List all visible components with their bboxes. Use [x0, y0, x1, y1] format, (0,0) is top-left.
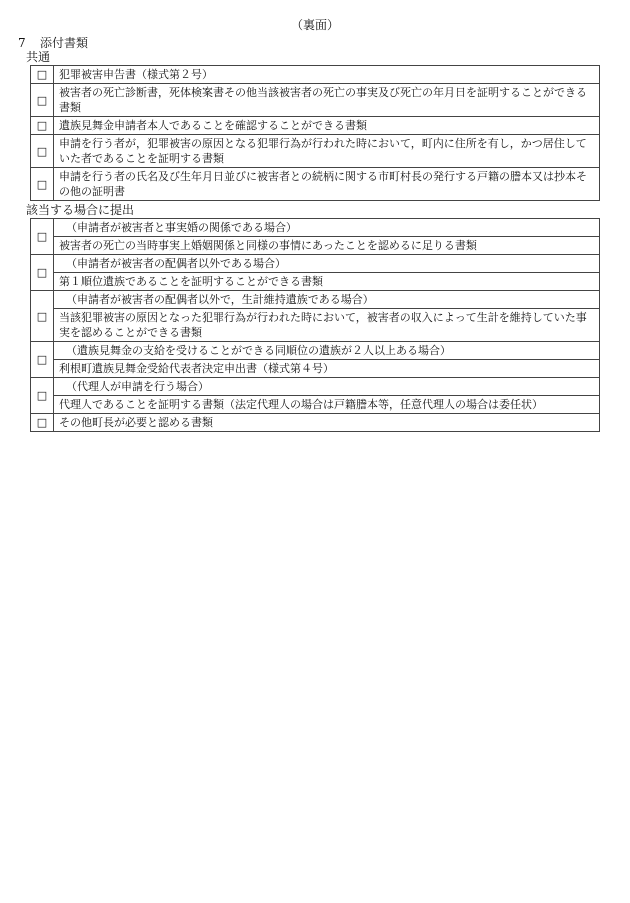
item-text: 当該犯罪被害の原因となった犯罪行為が行われた時において，被害者の収入によって生計を維持していた事実を認めることができる書類	[54, 309, 600, 342]
checkbox[interactable]: □	[31, 117, 54, 135]
checkbox[interactable]: □	[31, 135, 54, 168]
table-row	[31, 135, 600, 168]
common-table	[30, 65, 600, 201]
item-text: その他町長が必要と認める書類	[54, 414, 600, 432]
item-text: 申請を行う者の氏名及び生年月日並びに被害者との続柄に関する市町村長の発行する戸籍の謄本又は抄本その他の証明書	[54, 168, 600, 201]
conditional-table	[30, 218, 600, 432]
attachments-list	[26, 50, 600, 432]
item-text: 遺族見舞金申請者本人であることを確認することができる書類	[54, 117, 600, 135]
table-row	[31, 219, 600, 237]
section-number: 7	[18, 36, 26, 50]
table-row	[31, 360, 600, 378]
item-text: 被害者の死亡の当時事実上婚姻関係と同様の事情にあったことを認めるに足りる書類	[54, 237, 600, 255]
condition-text: （申請者が被害者と事実婚の関係である場合）	[54, 219, 600, 237]
checkbox[interactable]: □	[31, 291, 54, 342]
item-text: 代理人であることを証明する書類（法定代理人の場合は戸籍謄本等，任意代理人の場合は委任状）	[54, 396, 600, 414]
table-row	[31, 414, 600, 432]
condition-text: （遺族見舞金の支給を受けることができる同順位の遺族が２人以上ある場合）	[54, 342, 600, 360]
table-row	[31, 237, 600, 255]
condition-text: （申請者が被害者の配偶者以外で，生計維持遺族である場合）	[54, 291, 600, 309]
checkbox[interactable]: □	[31, 378, 54, 414]
item-text: 犯罪被害申告書（様式第２号）	[54, 66, 600, 84]
table-row	[31, 396, 600, 414]
condition-text: （代理人が申請を行う場合）	[54, 378, 600, 396]
item-text: 第１順位遺族であることを証明することができる書類	[54, 273, 600, 291]
checkbox[interactable]: □	[31, 219, 54, 255]
table-row	[31, 291, 600, 309]
table-row	[31, 378, 600, 396]
item-text: 申請を行う者が，犯罪被害の原因となる犯罪行為が行われた時において，町内に住所を有し，かつ居住していた者であることを証明する書類	[54, 135, 600, 168]
common-group-label: 共通	[26, 50, 51, 64]
table-row	[31, 168, 600, 201]
section-title: 添付書類	[40, 36, 89, 50]
table-row	[31, 309, 600, 342]
checkbox[interactable]: □	[31, 342, 54, 378]
item-text: 利根町遺族見舞金受給代表者決定申出書（様式第４号）	[54, 360, 600, 378]
checkbox[interactable]: □	[31, 168, 54, 201]
table-row	[31, 117, 600, 135]
table-row	[31, 273, 600, 291]
checkbox[interactable]: □	[31, 66, 54, 84]
conditional-group-label: 該当する場合に提出	[26, 203, 135, 217]
section-heading	[18, 34, 88, 51]
condition-text: （申請者が被害者の配偶者以外である場合）	[54, 255, 600, 273]
table-row	[31, 84, 600, 117]
checkbox[interactable]: □	[31, 255, 54, 291]
checkbox[interactable]: □	[31, 414, 54, 432]
page-side-label: （裏面）	[290, 18, 339, 32]
table-row	[31, 255, 600, 273]
table-row	[31, 66, 600, 84]
checkbox[interactable]: □	[31, 84, 54, 117]
table-row	[31, 342, 600, 360]
item-text: 被害者の死亡診断書，死体検案書その他当該被害者の死亡の事実及び死亡の年月日を証明することができる書類	[54, 84, 600, 117]
